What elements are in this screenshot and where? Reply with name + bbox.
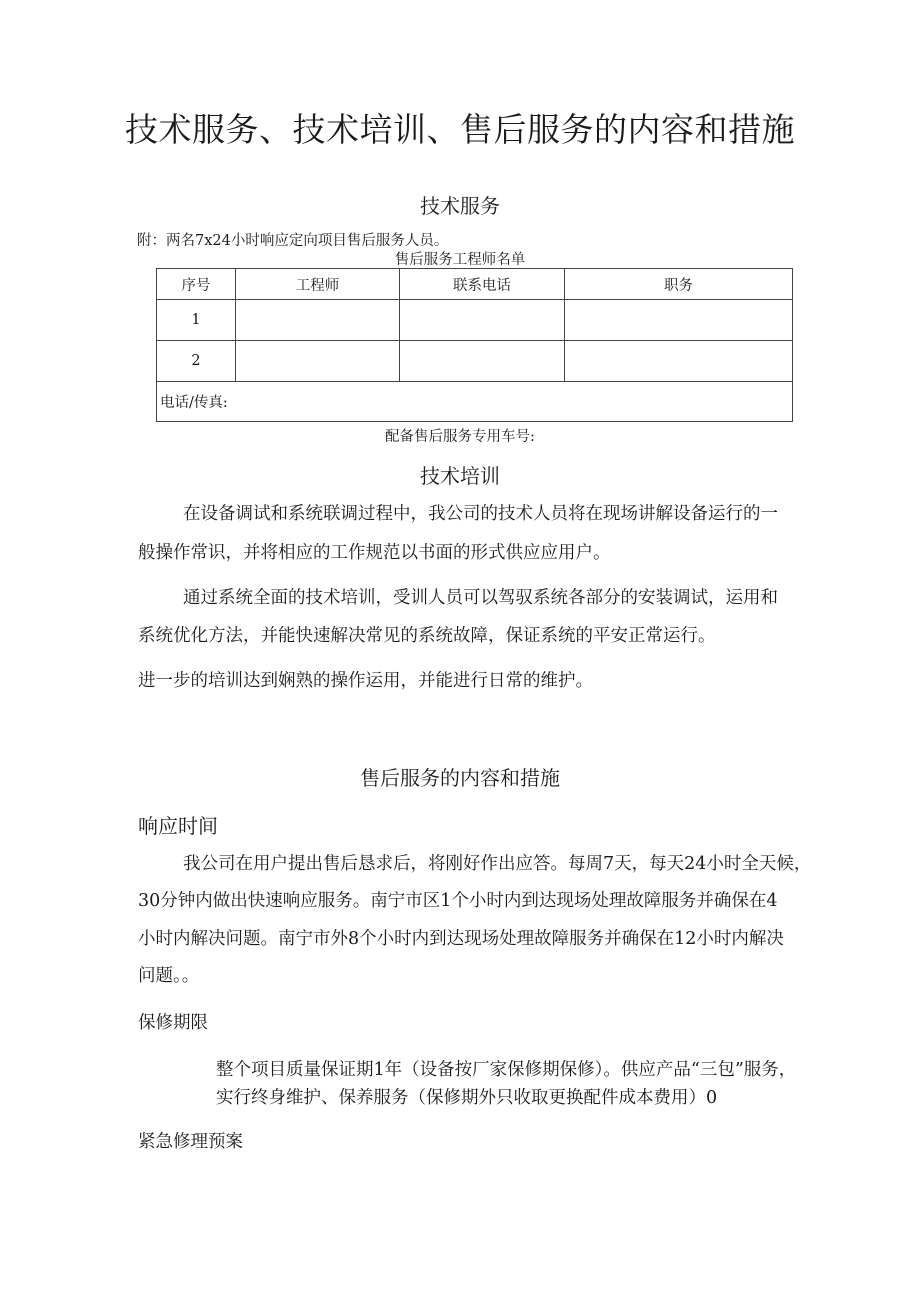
table-caption: 售后服务工程师名单 — [394, 252, 526, 268]
column-header-position: 职务 — [565, 269, 793, 300]
training-para-2-line-2: 系统优化方法，并能快速解决常见的系统故障，保证系统的平安正常运行。 — [138, 626, 716, 646]
warranty-line-1: 整个项目质量保证期1年（设备按厂家保修期保修）。供应产品“三包”服务， — [216, 1060, 797, 1080]
response-line-2: 30分钟内做出快速响应服务。南宁市区1个小时内到达现场处理故障服务并确保在4 — [138, 891, 778, 911]
table-footer-row — [157, 382, 793, 422]
training-para-2-line-1: 通过系统全面的技术培训，受训人员可以驾驭系统各部分的安装调试，运用和 — [183, 588, 778, 608]
page-title: 技术服务、技术培训、售后服务的内容和措施 — [125, 110, 795, 149]
response-line-4: 问题。。 — [138, 966, 200, 986]
after-sales-heading: 售后服务的内容和措施 — [360, 766, 560, 790]
tech-service-heading: 技术服务 — [420, 194, 500, 218]
column-header-engineer: 工程师 — [236, 269, 400, 300]
table-header-row — [157, 269, 793, 300]
response-line-1: 我公司在用户提出售后恳求后，将刚好作出应答。每周7天，每天24小时全天候， — [183, 854, 812, 874]
table-row — [157, 341, 793, 382]
vehicle-number-label: 配备售后服务专用车号: — [385, 429, 535, 445]
cell-engineer — [236, 341, 400, 382]
training-para-3: 进一步的培训达到娴熟的操作运用，并能进行日常的维护。 — [138, 671, 593, 691]
response-time-heading: 响应时间 — [138, 814, 218, 838]
phone-fax-cell: 电话/传真: — [157, 382, 793, 422]
cell-position — [565, 300, 793, 341]
cell-no: 2 — [157, 341, 236, 382]
cell-position — [565, 341, 793, 382]
training-para-1-line-2: 般操作常识，并将相应的工作规范以书面的形式供应应用户。 — [138, 543, 611, 563]
training-para-1-line-1: 在设备调试和系统联调过程中，我公司的技术人员将在现场讲解设备运行的一 — [183, 504, 778, 524]
cell-engineer — [236, 300, 400, 341]
warranty-heading: 保修期限 — [138, 1013, 208, 1033]
warranty-line-2: 实行终身维护、保养服务（保修期外只收取更换配件成本费用）0 — [216, 1088, 718, 1108]
cell-phone — [400, 341, 565, 382]
staff-note: 附：两名7x24小时响应定向项目售后服务人员。 — [137, 233, 449, 249]
engineer-table — [156, 268, 793, 422]
cell-phone — [400, 300, 565, 341]
column-header-phone: 联系电话 — [400, 269, 565, 300]
response-line-3: 小时内解决问题。南宁市外8个小时内到达现场处理故障服务并确保在12小时内解决 — [138, 929, 784, 949]
tech-training-heading: 技术培训 — [420, 464, 500, 488]
cell-no: 1 — [157, 300, 236, 341]
column-header-no: 序号 — [157, 269, 236, 300]
emergency-repair-heading: 紧急修理预案 — [138, 1132, 243, 1152]
table-row — [157, 300, 793, 341]
